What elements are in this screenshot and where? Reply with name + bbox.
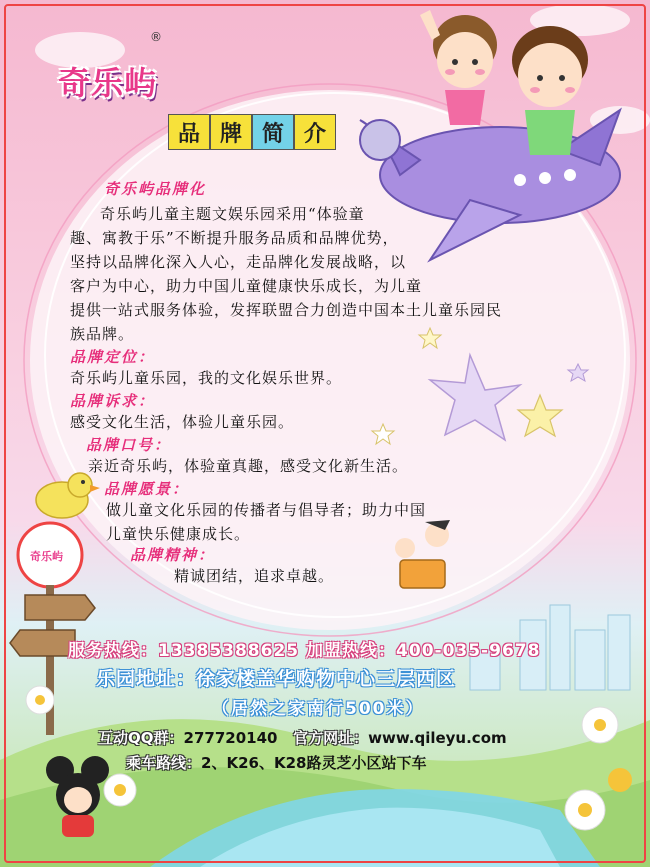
qq-value: 277720140 [183, 729, 278, 747]
web-link[interactable]: www.qileyu.com [368, 729, 507, 747]
heading-appeal: 品牌诉求： [70, 392, 156, 410]
text-line: 提供一站式服务体验，发挥联盟合力创造中国本土儿童乐园民 [70, 301, 503, 319]
text-line: 亲近奇乐屿，体验童真趣，感受文化新生活。 [88, 457, 409, 475]
text-line: 奇乐屿儿童乐园，我的文化娱乐世界。 [70, 369, 343, 387]
bus-route-line [126, 752, 426, 773]
paragraph-spirit [174, 564, 334, 588]
bus-label: 乘车路线： [126, 754, 202, 772]
heading-slogan: 品牌口号： [86, 436, 172, 454]
heading-positioning: 品牌定位： [70, 348, 156, 366]
title-tile: 介 [294, 114, 336, 150]
heading-vision: 品牌愿景： [104, 480, 190, 498]
hotline-text: 服务热线：13385388625 加盟热线：400-035-9678 [68, 641, 541, 661]
text-line: 趣、寓教于乐”不断提升服务品质和品牌优势， [70, 229, 399, 247]
qq-web-line [98, 727, 507, 748]
text-line: 坚持以品牌化深入人心，走品牌化发展战略，以 [70, 253, 407, 271]
paragraph-brandization [70, 202, 502, 346]
web-label: 官方网址： [293, 729, 369, 747]
address-text: 乐园地址：徐家楼盖华购物中心三层西区 [96, 668, 457, 690]
title-tile: 简 [252, 114, 294, 150]
text-line: 族品牌。 [70, 325, 135, 343]
address-note-text: （居然之家南行500米） [212, 699, 425, 719]
heading-spirit: 品牌精神： [130, 546, 216, 564]
text-line: 儿童快乐健康成长。 [106, 525, 251, 543]
bus-value: 2、K26、K28路灵芝小区站下车 [201, 754, 427, 772]
registered-mark: ® [150, 30, 162, 44]
signpost-logo-text: 奇乐屿 [30, 550, 63, 563]
heading-brandization: 奇乐屿品牌化 [104, 180, 207, 198]
paragraph-appeal [70, 410, 294, 434]
title-tile: 品 [168, 114, 210, 150]
text-line: 精诚团结，追求卓越。 [174, 567, 335, 585]
paragraph-positioning [70, 366, 342, 390]
qq-label: 互动QQ群： [98, 729, 184, 747]
title-tile: 牌 [210, 114, 252, 150]
text-line: 做儿童文化乐园的传播者与倡导者；助力中国 [106, 501, 427, 519]
text-line: 感受文化生活，体验儿童乐园。 [70, 413, 295, 431]
paragraph-vision [106, 498, 426, 546]
text-line: 奇乐屿儿童主题文娱乐园采用“体验童 [100, 205, 365, 223]
text-line: 客户为中心，助力中国儿童健康快乐成长，为儿童 [70, 277, 423, 295]
brand-logo-text: 奇乐屿 [58, 64, 158, 102]
paragraph-slogan [88, 454, 408, 478]
